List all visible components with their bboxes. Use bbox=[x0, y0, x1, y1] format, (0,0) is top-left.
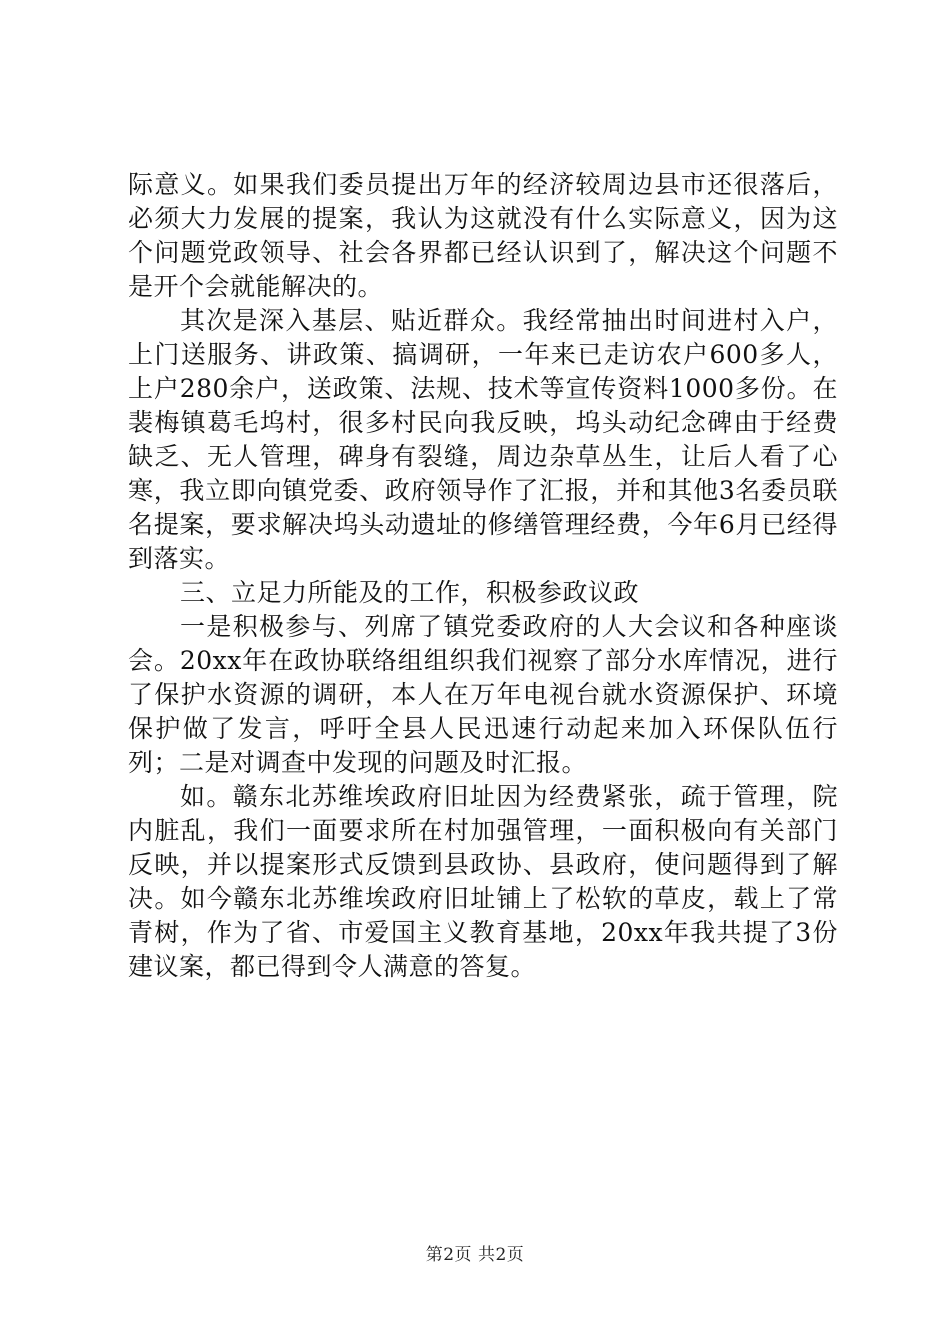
page-footer: 第2页 共2页 bbox=[425, 1245, 525, 1265]
section-heading: 三、立足力所能及的工作，积极参政议政 bbox=[180, 578, 640, 607]
paragraph-2: 其次是深入基层、贴近群众。我经常抽出时间进村入户，上门送服务、讲政策、搞调研，一年来已走访农户600多人，上户280余户，送政策、法规、技术等宣传资料1000多份。在裴梅镇葛毛坞村，很多村民向我反映，坞头动纪念碑由于经费缺乏、无人管理，碑身有裂缝，周边杂草丛生，让后人看了心寒，我立即向镇党委、政府领导作了汇报，并和其他3名委员联名提案，要求解决坞头动遗址的修缮管理经费，今年6月已经得到落实。 bbox=[128, 306, 838, 573]
paragraph-4: 如。赣东北苏维埃政府旧址因为经费紧张，疏于管理，院内脏乱，我们一面要求所在村加强管理，一面积极向有关部门反映，并以提案形式反馈到县政协、县政府，使问题得到了解决。如今赣东北苏维埃政府旧址铺上了松软的草皮，载上了常青树，作为了省、市爱国主义教育基地，20xx年我共提了3份建议案，都已得到令人满意的答复。 bbox=[128, 782, 838, 981]
paragraph-3: 一是积极参与、列席了镇党委政府的人大会议和各种座谈会。20xx年在政协联络组组织我们视察了部分水库情况，进行了保护水资源的调研，本人在万年电视台就水资源保护、环境保护做了发言，呼吁全县人民迅速行动起来加入环保队伍行列；二是对调查中发现的问题及时汇报。 bbox=[128, 612, 838, 777]
paragraph-1: 际意义。如果我们委员提出万年的经济较周边县市还很落后，必须大力发展的提案，我认为这就没有什么实际意义，因为这个问题党政领导、社会各界都已经认识到了，解决这个问题不是开个会就能解决的。 bbox=[128, 170, 838, 301]
document-body bbox=[128, 168, 838, 984]
